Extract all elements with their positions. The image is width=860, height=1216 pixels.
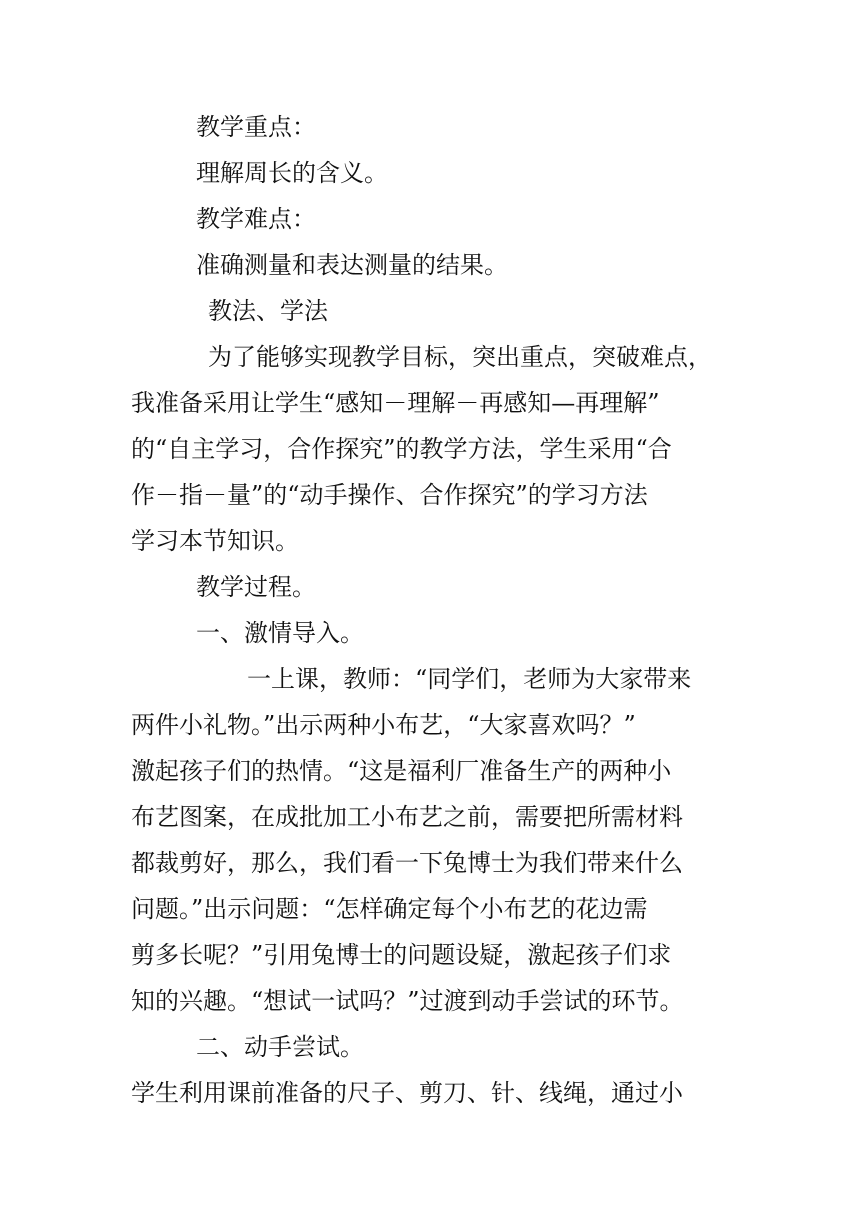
paragraph-line: 两件小礼物。”出示两种小布艺，“大家喜欢吗？” — [131, 711, 636, 739]
heading-section-one: 一、激情导入。 — [196, 619, 364, 647]
heading-teaching-difficulty: 教学难点： — [196, 205, 316, 233]
paragraph-line: 学习本节知识。 — [131, 527, 299, 555]
paragraph-line: 作－指－量”的“动手操作、合作探究”的学习方法 — [131, 481, 648, 509]
paragraph-line: 知的兴趣。“想试一试吗？”过渡到动手尝试的环节。 — [131, 987, 684, 1015]
text-focus-content: 理解周长的含义。 — [196, 159, 388, 187]
paragraph-line: 问题。”出示问题：“怎样确定每个小布艺的花边需 — [131, 895, 648, 923]
heading-section-two: 二、动手尝试。 — [196, 1033, 364, 1061]
paragraph-line: 布艺图案，在成批加工小布艺之前，需要把所需材料 — [131, 803, 683, 831]
heading-teaching-process: 教学过程。 — [196, 573, 316, 601]
paragraph-line: 的“自主学习，合作探究”的教学方法，学生采用“合 — [131, 435, 672, 463]
text-difficulty-content: 准确测量和表达测量的结果。 — [196, 251, 508, 279]
paragraph-line: 一上课，教师：“同学们，老师为大家带来 — [247, 665, 692, 693]
paragraph-line: 学生利用课前准备的尺子、剪刀、针、线绳，通过小 — [131, 1079, 683, 1107]
paragraph-line: 剪多长呢？”引用兔博士的问题设疑，激起孩子们求 — [131, 941, 672, 969]
heading-methods: 教法、学法 — [208, 297, 328, 325]
paragraph-line: 为了能够实现教学目标，突出重点，突破难点， — [208, 343, 712, 371]
paragraph-line: 我准备采用让学生“感知－理解－再感知—再理解” — [131, 389, 660, 417]
paragraph-line: 都裁剪好，那么，我们看一下兔博士为我们带来什么 — [131, 849, 683, 877]
heading-teaching-focus: 教学重点： — [196, 113, 316, 141]
paragraph-line: 激起孩子们的热情。“这是福利厂准备生产的两种小 — [131, 757, 672, 785]
